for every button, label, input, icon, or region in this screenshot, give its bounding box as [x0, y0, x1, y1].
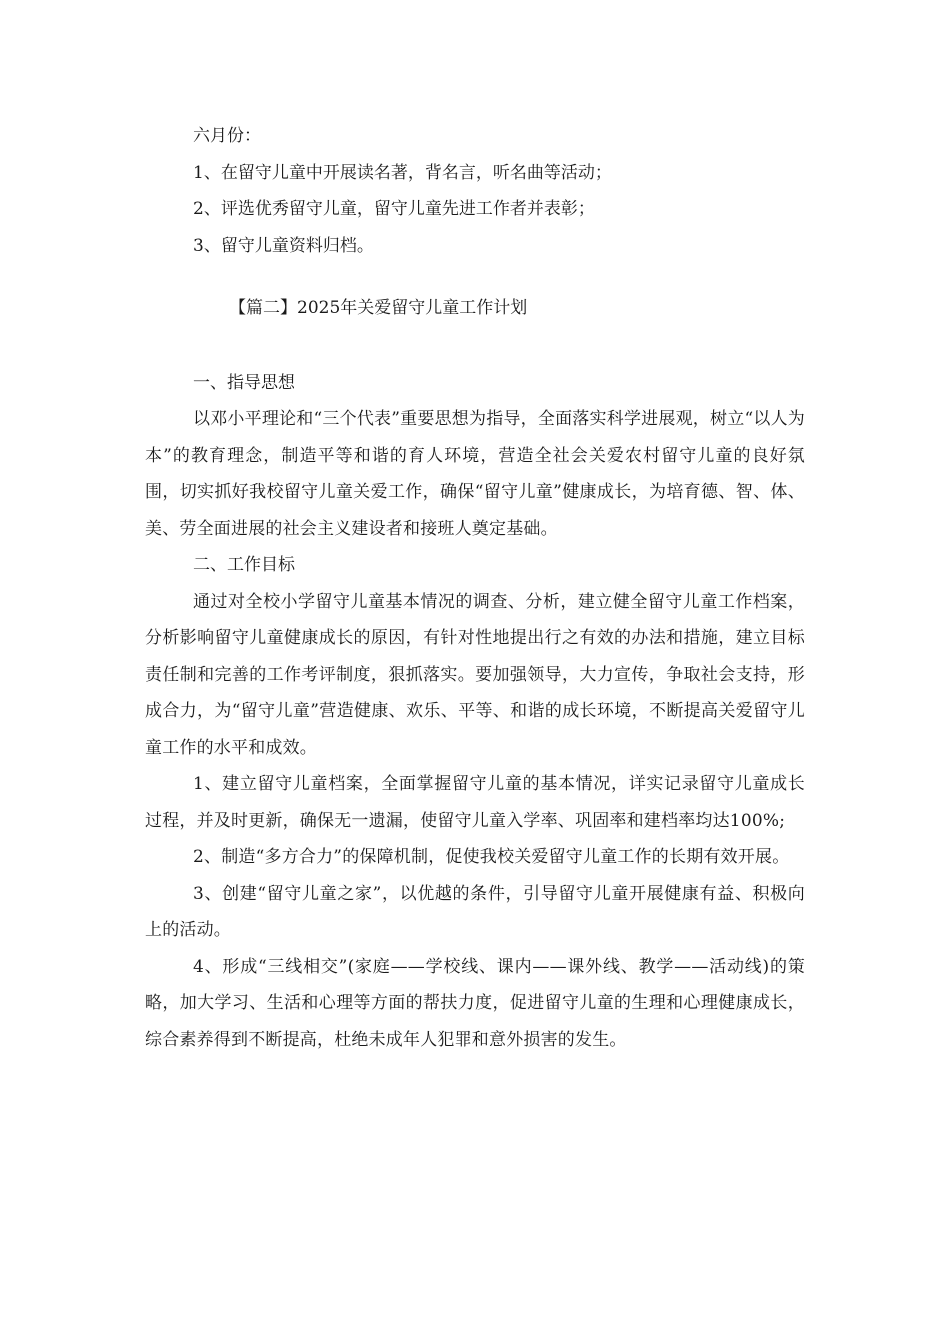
june-item-2: 2、评选优秀留守儿童，留守儿童先进工作者并表彰；: [193, 199, 595, 219]
section2-item-2: 2、制造“多方合力”的保障机制，促使我校关爱留守儿童工作的长期有效开展。: [193, 847, 790, 867]
section2-item-4: 4、形成“三线相交”(家庭——学校线、课内——课外线、教学——活动线)的策略，加大学习、生活和心理等方面的帮扶力度，促进留守儿童的生理和心理健康成长，综合素养得到不断提高，杜绝未成年人犯罪和意外损害的发生。: [145, 956, 805, 1050]
section2-item-3: 3、创建“留守儿童之家”，以优越的条件，引导留守儿童开展健康有益、积极向上的活动。: [145, 883, 805, 940]
june-item-3: 3、留守儿童资料归档。: [193, 235, 374, 256]
article-title: 【篇二】2025年关爱留守儿童工作计划: [229, 298, 528, 318]
section2-body: 通过对全校小学留守儿童基本情况的调查、分析，建立健全留守儿童工作档案，分析影响留守儿童健康成长的原因，有针对性地提出行之有效的办法和措施，建立目标责任制和完善的工作考评制度，狠抓落实。要加强领导，大力宣传，争取社会支持，形成合力，为“留守儿童”营造健康、欢乐、平等、和谐的成长环境，不断提高关爱留守儿童工作的水平和成效。: [145, 591, 805, 758]
section1-body: 以邓小平理论和“三个代表”重要思想为指导，全面落实科学进展观，树立“以人为本”的教育理念，制造平等和谐的育人环境，营造全社会关爱农村留守儿童的良好氛围，切实抓好我校留守儿童关爱工作，确保“留守儿童”健康成长，为培育德、智、体、美、劳全面进展的社会主义建设者和接班人奠定基础。: [145, 409, 805, 539]
section1-heading: 一、指导思想: [193, 372, 295, 393]
section2-item-1: 1、建立留守儿童档案，全面掌握留守儿童的基本情况，详实记录留守儿童成长过程，并及时更新，确保无一遗漏，使留守儿童入学率、巩固率和建档率均达100%;: [145, 774, 805, 831]
june-heading: 六月份：: [193, 126, 261, 146]
section2-heading: 二、工作目标: [193, 555, 295, 575]
document-page: [145, 118, 805, 1058]
june-item-1: 1、在留守儿童中开展读名著，背名言，听名曲等活动；: [193, 162, 612, 183]
